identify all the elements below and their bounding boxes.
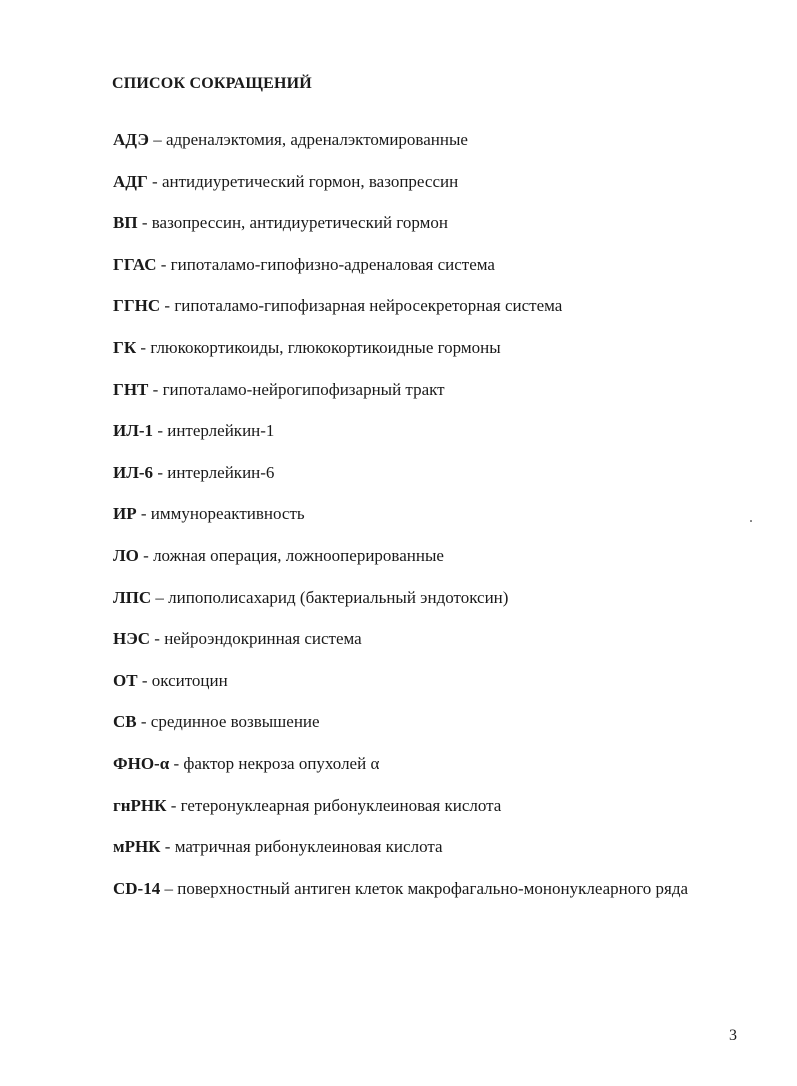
abbreviation-definition: интерлейкин-6 — [167, 462, 275, 482]
abbreviation-separator: - — [138, 545, 154, 565]
abbreviation-term: ГНТ — [113, 379, 149, 399]
abbreviation-separator: - — [137, 670, 152, 690]
abbreviation-term: АДГ — [113, 171, 148, 191]
abbreviation-term: НЭС — [113, 629, 151, 649]
abbreviation-separator: - — [153, 421, 168, 441]
abbreviation-definition: вазопрессин, антидиуретический гормон — [151, 213, 448, 233]
abbreviation-term: ИЛ-1 — [113, 421, 154, 441]
abbreviation-separator: - — [150, 629, 165, 649]
abbreviation-definition: гипоталамо-нейрогипофизарный тракт — [162, 379, 445, 399]
abbreviation-definition: глюкокортикоиды, глюкокортикоидные гормоны — [150, 337, 501, 357]
page-number: 3 — [729, 1027, 737, 1044]
abbreviation-definition: поверхностный антиген клеток макрофагально-мононуклеарного ряда — [177, 878, 689, 898]
abbreviation-definition: ложная операция, ложнооперированные — [153, 545, 444, 565]
abbreviation-term: ГГАС — [113, 254, 157, 274]
abbreviation-entry — [113, 128, 763, 170]
abbreviation-separator: – — [148, 130, 166, 149]
abbreviation-separator: – — [160, 878, 178, 898]
abbreviation-separator: - — [136, 337, 151, 357]
abbreviation-separator: - — [136, 504, 151, 524]
abbreviation-list — [113, 128, 763, 911]
abbreviation-separator: - — [153, 462, 168, 482]
abbreviation-separator: - — [160, 837, 175, 857]
abbreviation-entry — [113, 336, 763, 378]
abbreviation-term: гнРНК — [113, 795, 167, 815]
abbreviation-definition: иммунореактивность — [150, 504, 305, 524]
abbreviation-term: мРНК — [113, 837, 161, 857]
abbreviation-definition: липополисахарид (бактериальный эндотоксин) — [168, 587, 509, 607]
abbreviation-entry — [113, 586, 763, 628]
abbreviation-entry — [113, 794, 763, 836]
abbreviation-term: ФНО-α — [113, 753, 170, 773]
scan-speck — [750, 520, 752, 522]
abbreviation-definition: антидиуретический гормон, вазопрессин — [161, 171, 459, 191]
abbreviation-entry — [113, 710, 763, 752]
abbreviation-definition: срединное возвышение — [150, 712, 320, 732]
abbreviation-entry — [113, 211, 763, 253]
abbreviation-definition: гетеронуклеарная рибонуклеиновая кислота — [180, 795, 502, 815]
abbreviation-entry — [113, 294, 763, 336]
abbreviation-entry — [113, 544, 763, 586]
abbreviation-term: CD-14 — [113, 878, 161, 898]
abbreviation-term: АДЭ — [113, 130, 149, 149]
abbreviation-entry — [113, 867, 763, 911]
abbreviation-separator: - — [156, 254, 171, 274]
abbreviation-definition: окситоцин — [151, 670, 228, 690]
abbreviation-term: ИЛ-6 — [113, 462, 154, 482]
abbreviation-definition: интерлейкин-1 — [167, 421, 275, 441]
abbreviation-entry — [113, 378, 763, 420]
abbreviation-entry — [113, 253, 763, 295]
abbreviation-entry — [113, 502, 763, 544]
abbreviation-definition: гипоталамо-гипофизарная нейросекреторная система — [174, 296, 563, 316]
abbreviation-definition: фактор некроза опухолей α — [183, 753, 380, 773]
abbreviation-definition: нейроэндокринная система — [164, 629, 362, 649]
abbreviation-separator: - — [166, 795, 181, 815]
abbreviation-entry — [113, 752, 763, 794]
abbreviation-separator: - — [136, 712, 151, 732]
abbreviation-separator: – — [151, 587, 169, 607]
abbreviation-entry — [113, 461, 763, 503]
abbreviation-entry — [113, 419, 763, 461]
abbreviation-term: ВП — [113, 213, 138, 233]
abbreviation-term: ЛПС — [113, 587, 152, 607]
abbreviation-term: СВ — [113, 712, 137, 732]
page-title: СПИСОК СОКРАЩЕНИЙ — [112, 75, 312, 92]
abbreviation-entry — [113, 170, 763, 212]
abbreviation-definition: матричная рибонуклеиновая кислота — [174, 837, 443, 857]
abbreviation-definition: гипоталамо-гипофизно-адреналовая система — [170, 254, 495, 274]
abbreviation-separator: - — [169, 753, 184, 773]
abbreviation-separator: - — [147, 171, 162, 191]
abbreviation-entry — [113, 627, 763, 669]
abbreviation-term: ИР — [113, 504, 137, 524]
abbreviation-term: ГК — [113, 337, 137, 357]
abbreviation-term: ЛО — [113, 545, 139, 565]
abbreviation-separator: - — [148, 379, 163, 399]
abbreviation-separator: - — [160, 296, 175, 316]
abbreviation-definition: адреналэктомия, адреналэктомированные — [165, 130, 468, 149]
abbreviation-separator: - — [137, 213, 152, 233]
abbreviation-entry — [113, 669, 763, 711]
abbreviation-term: ОТ — [113, 670, 138, 690]
abbreviation-term: ГГНС — [113, 296, 161, 316]
